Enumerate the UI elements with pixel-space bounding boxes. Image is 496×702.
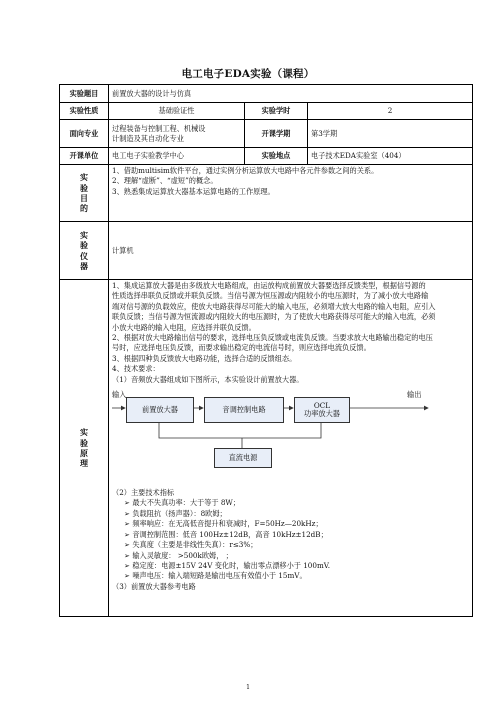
arrow-bullet-icon: ➢ xyxy=(124,498,133,508)
tech-item: ➢ 稳定度：电源±15V 24V 变化时，输出零点漂移小于 100mV. xyxy=(124,560,330,570)
principle-line: 小放大电路的输入电阻，应选择并联负反馈。 xyxy=(112,322,256,332)
tech-item: ➢ 音调控制范围：低音 100Hz±12dB，高音 10kHz±12dB； xyxy=(124,529,328,539)
purpose-content xyxy=(109,165,473,222)
pre-amp-box: 前置放大器 xyxy=(126,397,194,423)
tech-item: ➢ 噪声电压：输入端短路是输出电压有效值小于 15mV。 xyxy=(124,571,307,581)
tech-item: ➢ 失真度（主要是非线性失真）：r≤3%； xyxy=(124,540,258,550)
power-bus xyxy=(159,421,321,438)
value-topic: 前置放大器的设计与仿真 xyxy=(109,85,473,103)
purpose-line: 3、熟悉集成运算放大器基本运算电路的工作原理。 xyxy=(112,186,275,196)
instrument-content: 计算机 xyxy=(109,222,473,280)
label-topic: 实验题目 xyxy=(60,85,109,103)
row-unit xyxy=(60,148,473,165)
arrow-bullet-icon: ➢ xyxy=(124,571,133,581)
principle-line: 性质选择串联负反馈或并联负反馈。当信号源为恒压源或内阻较小的电压源时，为了减小放大电路输 xyxy=(112,291,429,301)
input-label: 输入 xyxy=(112,390,127,400)
value-place: 电子技术EDA实验室（404） xyxy=(308,148,473,165)
row-major xyxy=(60,120,473,148)
principle-line: 2、根据对放大电路输出信号的要求，选择电压负反馈或电流负反馈。当要求放大电路输出稳定的电压 xyxy=(112,333,433,343)
arrow-bullet-icon: ➢ xyxy=(124,540,133,550)
dc-power-box: 直流电源 xyxy=(214,448,272,468)
value-nature: 基础验证性 xyxy=(109,103,245,120)
value-term: 第3学期 xyxy=(308,120,473,148)
principle-line: 1、集成运算放大器是由多级放大电路组成，由运放构成前置放大器要选择反馈类型，根据信号源的 xyxy=(112,281,426,290)
value-hours: 2 xyxy=(308,103,473,120)
label-instrument: 实 验 仪 器 xyxy=(60,222,109,280)
label-hours: 实验学时 xyxy=(245,103,308,120)
page-number: 1 xyxy=(246,684,250,691)
label-place: 实验地点 xyxy=(245,148,308,165)
row-purpose xyxy=(60,165,473,222)
value-major xyxy=(109,120,245,148)
purpose-line: 1、借助multisim软件平台，通过实例分析运算放大电路中各元件参数之间的关系。 xyxy=(112,166,379,175)
experiment-table xyxy=(59,84,473,617)
output-label: 输出 xyxy=(407,390,422,400)
arrow-bullet-icon: ➢ xyxy=(124,519,133,529)
principle-line: 端对信号源的负载效应，使放大电路获得尽可能大的输入电压，必须增大放大电路的输入电阻，应引入 xyxy=(112,301,436,311)
label-purpose: 实 验 目 的 xyxy=(60,165,109,222)
row-principle xyxy=(60,280,473,617)
tech-item: ➢ 输入灵敏度： >500k欧姆， ； xyxy=(124,550,233,560)
row-topic xyxy=(60,85,473,103)
value-unit: 电工电子实验教学中心 xyxy=(109,148,245,165)
principle-line: 3、根据四种负反馈放大电路功能，选择合适的反馈组态。 xyxy=(112,353,297,363)
tech-item: ➢ 最大不失真功率：大于等于 8W； xyxy=(124,498,240,508)
label-major: 面向专业 xyxy=(60,120,109,148)
block-diagram xyxy=(112,388,430,484)
purpose-line: 2、理解“虚断”、“虚短”的概念。 xyxy=(112,176,218,186)
label-term: 开课学期 xyxy=(245,120,308,148)
label-principle: 实 验 原 理 xyxy=(60,280,109,617)
row-nature xyxy=(60,103,473,120)
principle-line: 4、技术要求： xyxy=(112,364,160,374)
arrow-bullet-icon: ➢ xyxy=(124,560,133,570)
tech-item: ➢ 负载阻抗（扬声器）：8欧姆； xyxy=(124,508,227,518)
tech-heading: （2）主要技术指标 xyxy=(112,488,175,498)
arrow-bullet-icon: ➢ xyxy=(124,508,133,518)
arrow-bullet-icon: ➢ xyxy=(124,529,133,539)
arrow-bullet-icon: ➢ xyxy=(124,550,133,560)
principle-line: 联负反馈；当信号源为恒流源或内阻较大的电压源时，为了使放大电路获得尽可能大的输入电流，必须 xyxy=(112,312,436,322)
principle-line: （1）音频放大器组成如下图所示，本实验设计前置放大器。 xyxy=(112,374,304,384)
principle-line: 号时，应选择电压负反馈，而要求输出稳定的电流信号时，则应选择电流负反馈。 xyxy=(112,343,371,353)
label-unit: 开课单位 xyxy=(60,148,109,165)
label-nature: 实验性质 xyxy=(60,103,109,120)
principle-content xyxy=(109,280,473,617)
reference-heading: （3）前置放大器参考电路 xyxy=(112,581,196,591)
tech-item: ➢ 频率响应：在无高低音提升和衰减时，F=50Hz—20kHz； xyxy=(124,519,323,529)
major-line: 计制造及其自动化专业 xyxy=(112,133,184,143)
tone-control-box: 音调控制电路 xyxy=(204,397,284,423)
ocl-amp-box: OCL 功率放大器 xyxy=(294,397,350,423)
page-title: 电工电子EDA实验（课程） xyxy=(181,68,315,80)
major-line: 过程装备与控制工程、机械设 xyxy=(112,124,206,134)
row-instrument xyxy=(60,222,473,280)
